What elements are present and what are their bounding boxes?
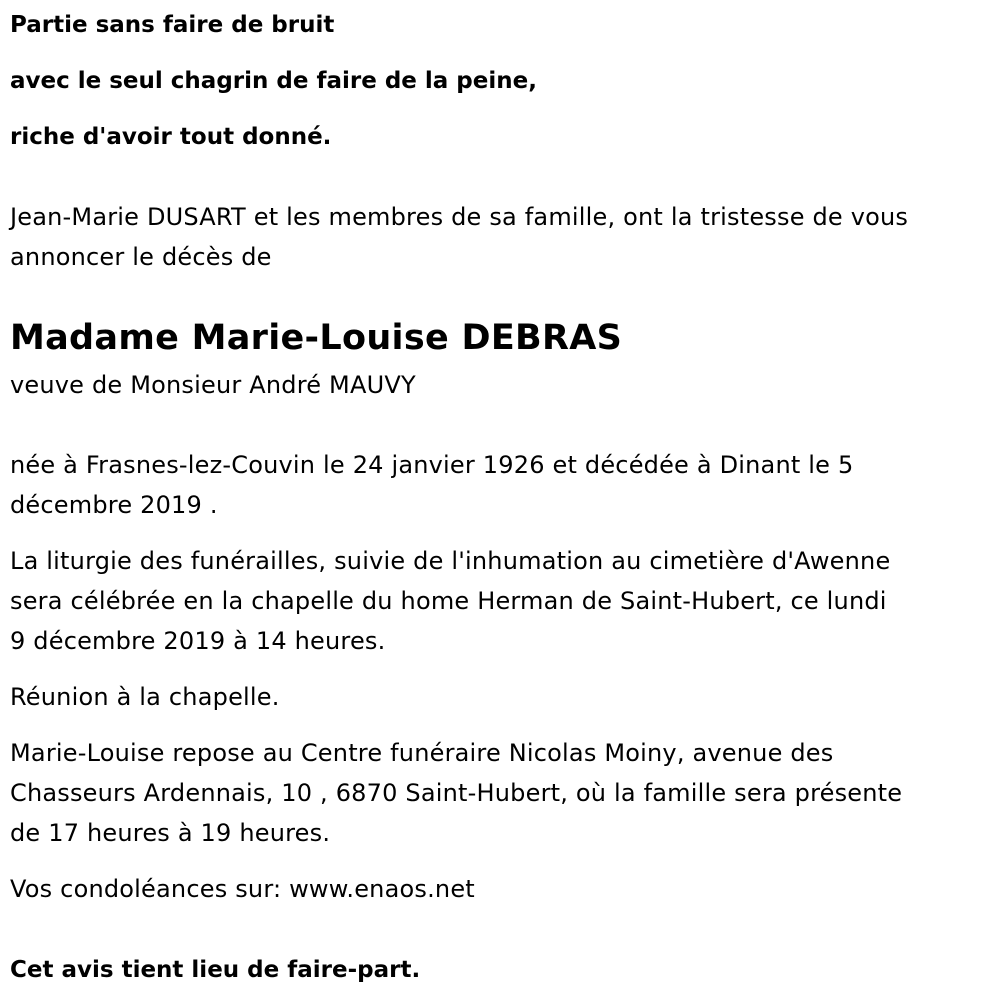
condolences-line: Vos condoléances sur: www.enaos.net [10,875,475,903]
poem-line-3: riche d'avoir tout donné. [10,124,332,150]
funeral-line-1: La liturgie des funérailles, suivie de l'inhumation au cimetière d'Awenne [10,547,891,575]
announcement-line-1: Jean-Marie DUSART et les membres de sa famille, ont la tristesse de vous [10,203,909,231]
deceased-name: Madame Marie-Louise DEBRAS [10,318,623,358]
poem-line-1: Partie sans faire de bruit [10,12,335,38]
rest-line-3: de 17 heures à 19 heures. [10,819,331,847]
widow-of-line: veuve de Monsieur André MAUVY [10,371,416,399]
announcement-line-2: annoncer le décès de [10,243,272,271]
birth-death-line-2: décembre 2019 . [10,491,218,519]
birth-death-line-1: née à Frasnes-lez-Couvin le 24 janvier 1926 et décédée à Dinant le 5 [10,451,854,479]
funeral-line-3: 9 décembre 2019 à 14 heures. [10,627,386,655]
rest-line-2: Chasseurs Ardennais, 10 , 6870 Saint-Hubert, où la famille sera présente [10,779,903,807]
meeting-line: Réunion à la chapelle. [10,683,280,711]
closing-line: Cet avis tient lieu de faire-part. [10,957,421,983]
rest-line-1: Marie-Louise repose au Centre funéraire Nicolas Moiny, avenue des [10,739,834,767]
poem-line-2: avec le seul chagrin de faire de la peine, [10,68,537,94]
funeral-line-2: sera célébrée en la chapelle du home Herman de Saint-Hubert, ce lundi [10,587,887,615]
